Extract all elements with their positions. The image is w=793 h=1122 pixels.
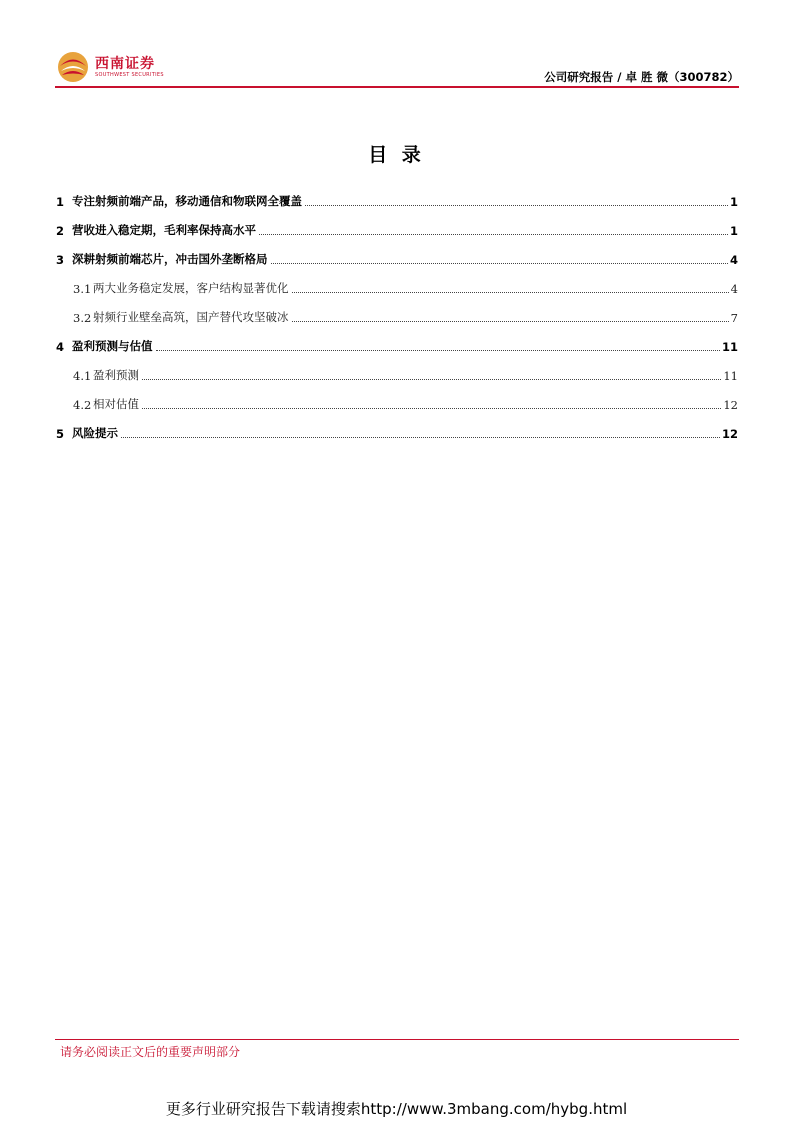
toc-entry-page: 11 [723,369,738,383]
toc-entry-number: 3 [56,253,65,267]
download-link-text[interactable]: 更多行业研究报告下载请搜索http://www.3mbang.com/hybg.html [165,1100,628,1118]
toc-entry-label: 盈利预测与估值 [72,339,153,353]
toc-title: 目 录 [368,144,425,166]
toc-leader-dots [121,436,720,438]
toc-entry-number: 4.1 [73,369,92,383]
logo-sun-icon [57,51,89,83]
footer-divider [55,1039,739,1040]
toc-entry-page: 4 [729,253,738,267]
toc-leader-dots [142,407,721,409]
toc-entry-label: 深耕射频前端芯片，冲击国外垄断格局 [72,252,268,266]
toc-subentry[interactable] [56,354,738,383]
table-of-contents [56,180,738,441]
toc-entry-label: 盈利预测 [93,368,139,382]
toc-entry[interactable] [56,180,738,209]
logo-chinese-name: 西南证券 [95,56,155,72]
toc-entry-page: 12 [721,427,738,441]
toc-entry-label: 营收进入稳定期，毛利率保持高水平 [72,223,256,237]
toc-entry-number: 3.1 [73,282,92,296]
company-logo [55,48,165,88]
toc-entry-page: 7 [730,311,738,325]
logo-english-name: SOUTHWEST SECURITIES [95,72,164,78]
toc-entry-page: 11 [721,340,738,354]
toc-entry-label: 专注射频前端产品，移动通信和物联网全覆盖 [72,194,302,208]
toc-leader-dots [259,233,728,235]
header-divider [55,86,739,88]
toc-entry-label: 射频行业壁垒高筑，国产替代攻坚破冰 [93,310,289,324]
disclaimer-note: 请务必阅读正文后的重要声明部分 [60,1045,241,1059]
toc-leader-dots [156,349,720,351]
toc-entry-page: 1 [729,195,738,209]
toc-leader-dots [292,291,729,293]
toc-leader-dots [142,378,721,380]
report-title-line: 公司研究报告 / 卓 胜 微（300782） [544,70,739,84]
toc-subentry[interactable] [56,296,738,325]
toc-entry-number: 3.2 [73,311,92,325]
page-header [55,44,739,89]
toc-leader-dots [292,320,729,322]
toc-leader-dots [271,262,728,264]
toc-entry-number: 1 [56,195,65,209]
toc-entry-label: 相对估值 [93,397,139,411]
toc-entry-page: 1 [729,224,738,238]
toc-subentry[interactable] [56,267,738,296]
toc-leader-dots [305,204,728,206]
toc-entry[interactable] [56,209,738,238]
toc-entry[interactable] [56,412,738,441]
toc-entry-page: 12 [723,398,738,412]
toc-entry[interactable] [56,238,738,267]
toc-entry-page: 4 [730,282,738,296]
toc-entry-number: 5 [56,427,65,441]
toc-entry-label: 两大业务稳定发展，客户结构显著优化 [93,281,289,295]
toc-entry-number: 4 [56,340,65,354]
toc-entry-label: 风险提示 [72,426,118,440]
toc-subentry[interactable] [56,383,738,412]
toc-entry-number: 2 [56,224,65,238]
toc-entry[interactable] [56,325,738,354]
toc-entry-number: 4.2 [73,398,92,412]
